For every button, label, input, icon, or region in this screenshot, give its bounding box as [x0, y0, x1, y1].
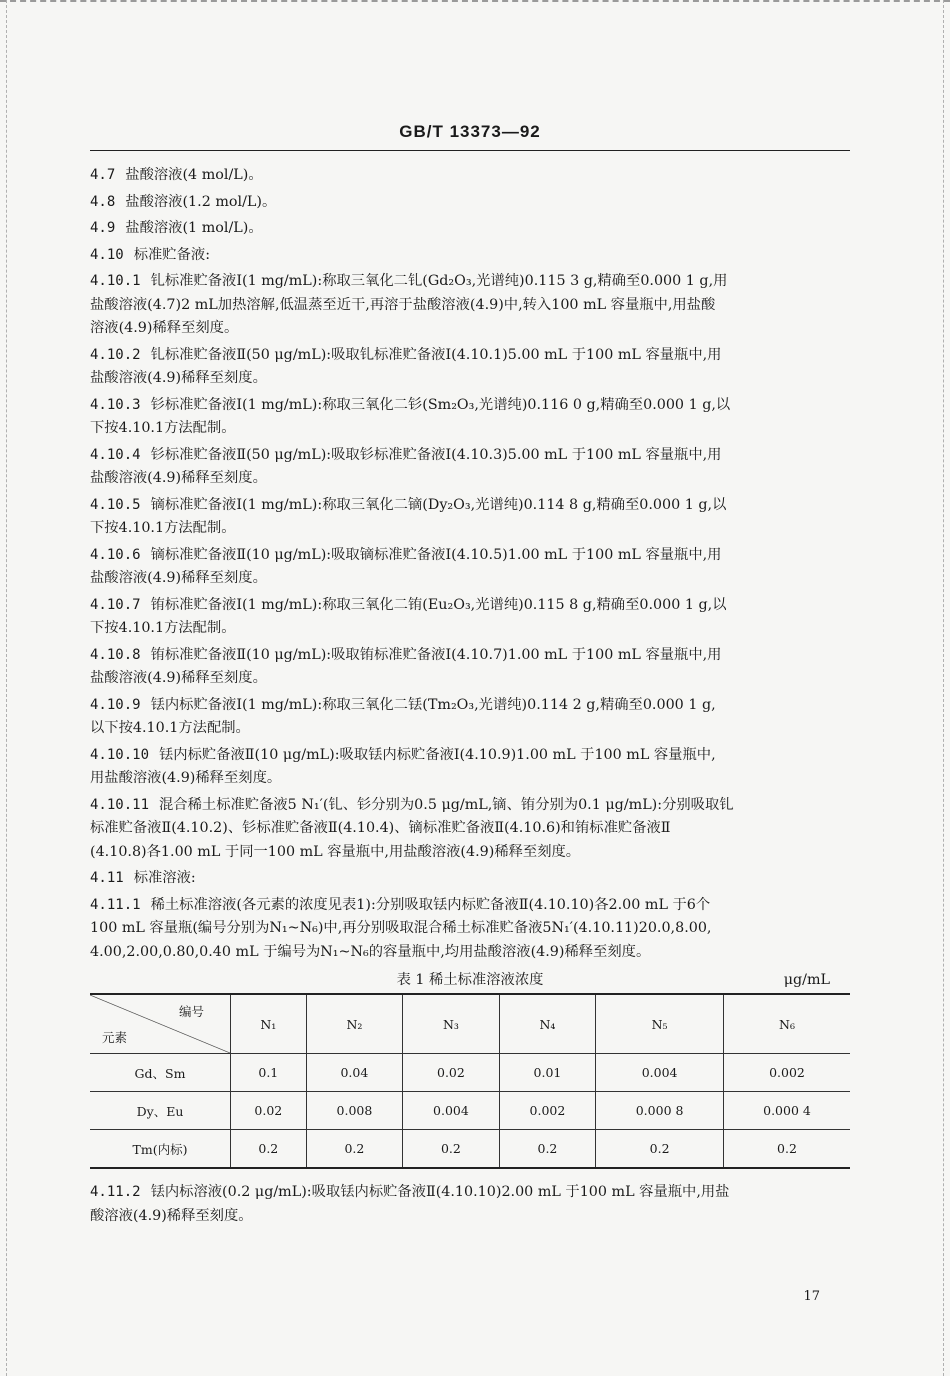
clause-text: 标准贮备液Ⅱ(4.10.2)、钐标准贮备液Ⅱ(4.10.4)、镝标准贮备液Ⅱ(4.10.6)和铕标准贮备液Ⅱ [90, 820, 671, 836]
clause-number: 4.10.9 [90, 696, 141, 713]
paragraph [90, 544, 850, 591]
row-label: Dy、Eu [90, 1092, 231, 1130]
page-number: 17 [803, 1289, 820, 1304]
clause-number: 4.11.2 [90, 1184, 141, 1200]
paragraph [90, 894, 850, 965]
table-cell: 0.000 8 [596, 1092, 724, 1130]
clause-text: 下按4.10.1方法配制。 [90, 520, 236, 536]
standard-number-header: GB/T 13373—92 [399, 122, 541, 141]
text-line [90, 817, 850, 841]
clause-text: 钐标准贮备液Ⅰ(1 mg/mL):称取三氧化二钐(Sm₂O₃,光谱纯)0.116 0 g,精确至0.000 1 g,以 [150, 396, 731, 413]
clause-text: (4.10.8)各1.00 mL 于同一100 mL 容量瓶中,用盐酸溶液(4.9)稀释至刻度。 [90, 843, 581, 860]
text-line [90, 617, 850, 641]
text-line [90, 594, 850, 618]
table-cell: 0.04 [306, 1054, 403, 1092]
text-line [90, 444, 850, 468]
table-cell: 0.002 [723, 1054, 850, 1092]
clause-number: 4.10.10 [90, 746, 150, 763]
text-line [90, 1181, 850, 1205]
paragraph-list [90, 164, 850, 964]
clause-text: 盐酸溶液(4.9)稀释至刻度。 [90, 470, 267, 486]
text-line [90, 841, 850, 865]
document-body [90, 164, 850, 1231]
table-row [90, 1092, 850, 1130]
scan-right-edge [943, 0, 944, 1376]
corner-label-element: 元素 [102, 1030, 128, 1045]
table-cell: 0.2 [596, 1130, 724, 1169]
text-line [90, 544, 850, 568]
paragraph [90, 164, 850, 188]
table-cell: 0.002 [499, 1092, 596, 1130]
column-header: N₁ [231, 994, 307, 1054]
column-header: N₂ [306, 994, 403, 1054]
text-line [90, 694, 850, 718]
paragraph [90, 744, 850, 791]
paragraph [90, 217, 850, 241]
text-line [90, 317, 850, 341]
text-line [90, 941, 850, 965]
table-cell: 0.004 [403, 1092, 500, 1130]
text-line [90, 644, 850, 668]
text-line [90, 767, 850, 791]
column-header: N₆ [723, 994, 850, 1054]
corner-label-number: 编号 [178, 1004, 204, 1019]
table-body [90, 1054, 850, 1169]
clause-number: 4.9 [90, 220, 116, 236]
paragraph [90, 244, 850, 268]
table-row [90, 1130, 850, 1169]
clause-text: 铕标准贮备液Ⅰ(1 mg/mL):称取三氧化二铕(Eu₂O₃,光谱纯)0.115 8 g,精确至0.000 1 g,以 [150, 596, 727, 613]
table-cell: 0.004 [596, 1054, 724, 1092]
paragraph [90, 1181, 850, 1228]
clause-number: 4.10.3 [90, 396, 141, 413]
clause-text: 钆标准贮备液Ⅰ(1 mg/mL):称取三氧化二钆(Gd₂O₃,光谱纯)0.115 3 g,精确至0.000 1 g,用 [150, 273, 728, 289]
text-line [90, 367, 850, 391]
paragraph [90, 191, 850, 215]
paragraph [90, 344, 850, 391]
text-line [90, 344, 850, 368]
clause-number: 4.10.2 [90, 346, 141, 363]
text-line [90, 894, 850, 918]
paragraph [90, 794, 850, 865]
header-rule [90, 150, 850, 151]
scan-top-edge [0, 0, 950, 2]
text-line [90, 917, 850, 941]
text-line [90, 294, 850, 318]
column-header: N₃ [403, 994, 500, 1054]
clause-text: 混合稀土标准贮备液5 N₁′(钆、钐分别为0.5 μg/mL,镝、铕分别为0.1 μg/mL):分别吸取钆 [159, 796, 734, 813]
text-line [90, 394, 850, 418]
clause-text: 镝标准贮备液Ⅱ(10 μg/mL):吸取镝标准贮备液Ⅰ(4.10.5)1.00 mL 于100 mL 容量瓶中,用 [150, 546, 722, 563]
paragraph-4-11-2 [90, 1181, 850, 1228]
text-line [90, 244, 850, 268]
table-cell: 0.02 [403, 1054, 500, 1092]
clause-text: 铥内标贮备液Ⅰ(1 mg/mL):称取三氧化二铥(Tm₂O₃,光谱纯)0.114 2 g,精确至0.000 1 g, [150, 696, 716, 713]
clause-text: 盐酸溶液(4.9)稀释至刻度。 [90, 670, 267, 686]
row-label: Gd、Sm [90, 1054, 231, 1092]
scan-left-edge [6, 0, 7, 1376]
clause-number: 4.11.1 [90, 896, 141, 913]
table-cell: 0.008 [306, 1092, 403, 1130]
table-cell: 0.2 [231, 1130, 307, 1169]
clause-text: 100 mL 容量瓶(编号分别为N₁~N₆)中,再分别吸取混合稀土标准贮备液5N₁′(4.10.11)20.0,8.00, [90, 920, 712, 936]
text-line [90, 191, 850, 215]
clause-text: 钐标准贮备液Ⅱ(50 μg/mL):吸取钐标准贮备液Ⅰ(4.10.3)5.00 mL 于100 mL 容量瓶中,用 [150, 446, 722, 463]
clause-text: 铕标准贮备液Ⅱ(10 μg/mL):吸取铕标准贮备液Ⅰ(4.10.7)1.00 mL 于100 mL 容量瓶中,用 [150, 646, 722, 663]
clause-number: 4.10.7 [90, 596, 141, 613]
clause-number: 4.10.11 [90, 796, 150, 813]
table-caption-row [90, 967, 850, 993]
clause-number: 4.10.8 [90, 646, 141, 663]
table-caption: 表 1 稀土标准溶液浓度 [396, 972, 544, 988]
clause-text: 标准贮备液: [133, 246, 211, 263]
clause-number: 4.8 [90, 193, 116, 210]
column-header: N₄ [499, 994, 596, 1054]
text-line [90, 1205, 850, 1229]
paragraph [90, 270, 850, 341]
clause-text: 盐酸溶液(4.7)2 mL加热溶解,低温蒸至近干,再溶于盐酸溶液(4.9)中,转入100 mL 容量瓶中,用盐酸 [90, 296, 716, 313]
clause-text: 铥内标溶液(0.2 μg/mL):吸取铥内标贮备液Ⅱ(4.10.10)2.00 mL 于100 mL 容量瓶中,用盐 [150, 1184, 730, 1200]
text-line [90, 794, 850, 818]
table-corner-cell [90, 994, 231, 1054]
clause-number: 4.10.6 [90, 546, 141, 563]
table-unit: μg/mL [783, 972, 830, 988]
paragraph [90, 694, 850, 741]
clause-text: 标准溶液: [133, 870, 196, 886]
table-cell: 0.2 [723, 1130, 850, 1169]
clause-text: 盐酸溶液(4.9)稀释至刻度。 [90, 570, 267, 586]
clause-text: 酸溶液(4.9)稀释至刻度。 [90, 1207, 253, 1224]
clause-number: 4.11 [90, 870, 124, 886]
clause-text: 钆标准贮备液Ⅱ(50 μg/mL):吸取钆标准贮备液Ⅰ(4.10.1)5.00 mL 于100 mL 容量瓶中,用 [150, 346, 722, 363]
clause-number: 4.10.5 [90, 496, 141, 513]
text-line [90, 417, 850, 441]
table-cell: 0.2 [306, 1130, 403, 1169]
table-cell: 0.000 4 [723, 1092, 850, 1130]
table-header-row [90, 994, 850, 1054]
clause-text: 下按4.10.1方法配制。 [90, 420, 236, 436]
clause-text: 下按4.10.1方法配制。 [90, 620, 236, 636]
clause-number: 4.7 [90, 167, 116, 183]
clause-text: 盐酸溶液(4.9)稀释至刻度。 [90, 370, 267, 386]
text-line [90, 517, 850, 541]
paragraph [90, 867, 850, 891]
text-line [90, 164, 850, 188]
text-line [90, 467, 850, 491]
text-line [90, 744, 850, 768]
text-line [90, 270, 850, 294]
paragraph [90, 444, 850, 491]
paragraph [90, 644, 850, 691]
paragraph [90, 594, 850, 641]
text-line [90, 667, 850, 691]
text-line [90, 217, 850, 241]
table-cell: 0.2 [403, 1130, 500, 1169]
clause-text: 用盐酸溶液(4.9)稀释至刻度。 [90, 770, 282, 786]
text-line [90, 867, 850, 891]
clause-text: 稀土标准溶液(各元素的浓度见表1):分别吸取铥内标贮备液Ⅱ(4.10.10)各2.00 mL 于6个 [150, 896, 711, 913]
clause-text: 盐酸溶液(1.2 mol/L)。 [125, 193, 277, 210]
clause-text: 以下按4.10.1方法配制。 [90, 720, 250, 736]
clause-text: 溶液(4.9)稀释至刻度。 [90, 320, 239, 336]
text-line [90, 494, 850, 518]
clause-text: 4.00,2.00,0.80,0.40 mL 于编号为N₁~N₆的容量瓶中,均用盐酸溶液(4.9)稀释至刻度。 [90, 943, 651, 960]
clause-text: 铥内标贮备液Ⅱ(10 μg/mL):吸取铥内标贮备液Ⅰ(4.10.9)1.00 mL 于100 mL 容量瓶中, [159, 746, 716, 763]
clause-text: 盐酸溶液(1 mol/L)。 [125, 220, 263, 236]
text-line [90, 567, 850, 591]
table-row [90, 1054, 850, 1092]
table-cell: 0.1 [231, 1054, 307, 1092]
table-cell: 0.2 [499, 1130, 596, 1169]
paragraph [90, 494, 850, 541]
text-line [90, 717, 850, 741]
row-label: Tm(内标) [90, 1130, 231, 1169]
clause-text: 镝标准贮备液Ⅰ(1 mg/mL):称取三氧化二镝(Dy₂O₃,光谱纯)0.114 8 g,精确至0.000 1 g,以 [150, 496, 727, 513]
table-cell: 0.02 [231, 1092, 307, 1130]
table-cell: 0.01 [499, 1054, 596, 1092]
clause-text: 盐酸溶液(4 mol/L)。 [125, 167, 263, 183]
clause-number: 4.10 [90, 246, 124, 263]
paragraph [90, 394, 850, 441]
clause-number: 4.10.4 [90, 446, 141, 463]
column-header: N₅ [596, 994, 724, 1054]
clause-number: 4.10.1 [90, 273, 141, 289]
standard-concentration-table [90, 993, 850, 1169]
